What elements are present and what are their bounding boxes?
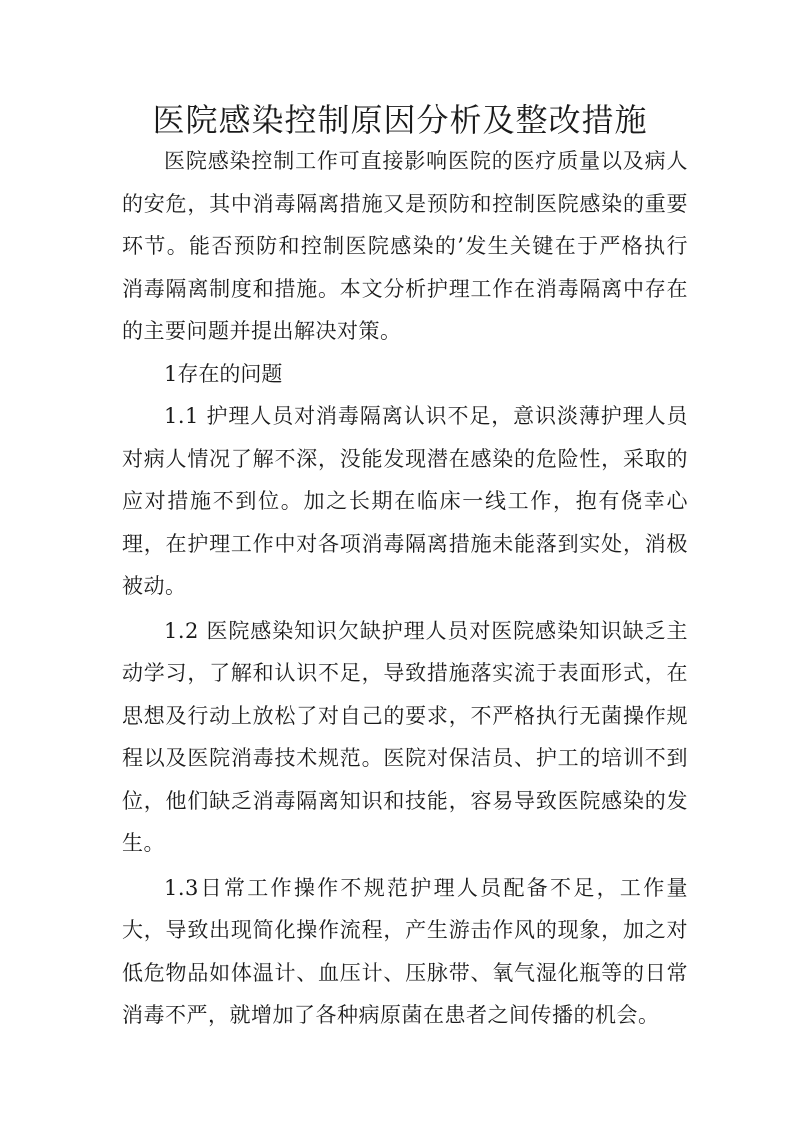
paragraph-1-1: 1.1 护理人员对消毒隔离认识不足，意识淡薄护理人员对病人情况了解不深，没能发现潜在感染的危险性，采取的应对措施不到位。加之长期在临床一线工作，抱有侥幸心理，在护理工作中对各项消毒隔离措施未能落到实处，消极被动。 <box>122 404 688 598</box>
document-title: 医院感染控制原因分析及整改措施 <box>152 101 648 139</box>
document-body <box>122 140 688 1037</box>
paragraph-1-3: 1.3日常工作操作不规范护理人员配备不足，工作量大，导致出现简化操作流程，产生游击作风的现象，加之对低危物品如体温计、血压计、压脉带、氧气湿化瓶等的日常消毒不严，就增加了各种病原菌在患者之间传播的机会。 <box>122 875 688 1027</box>
section-heading-problems: 1存在的问题 <box>164 361 283 386</box>
paragraph-1-2: 1.2 医院感染知识欠缺护理人员对医院感染知识缺乏主动学习，了解和认识不足，导致措施落实流于表面形式，在思想及行动上放松了对自己的要求，不严格执行无菌操作规程以及医院消毒技术规范。医院对保洁员、护工的培训不到位，他们缺乏消毒隔离知识和技能，容易导致医院感染的发生。 <box>122 618 688 855</box>
intro-paragraph: 医院感染控制工作可直接影响医院的医疗质量以及病人的安危，其中消毒隔离措施又是预防和控制医院感染的重要环节。能否预防和控制医院感染的’发生关键在于严格执行消毒隔离制度和措施。本文分析护理工作在消毒隔离中存在的主要问题并提出解决对策。 <box>122 149 688 343</box>
